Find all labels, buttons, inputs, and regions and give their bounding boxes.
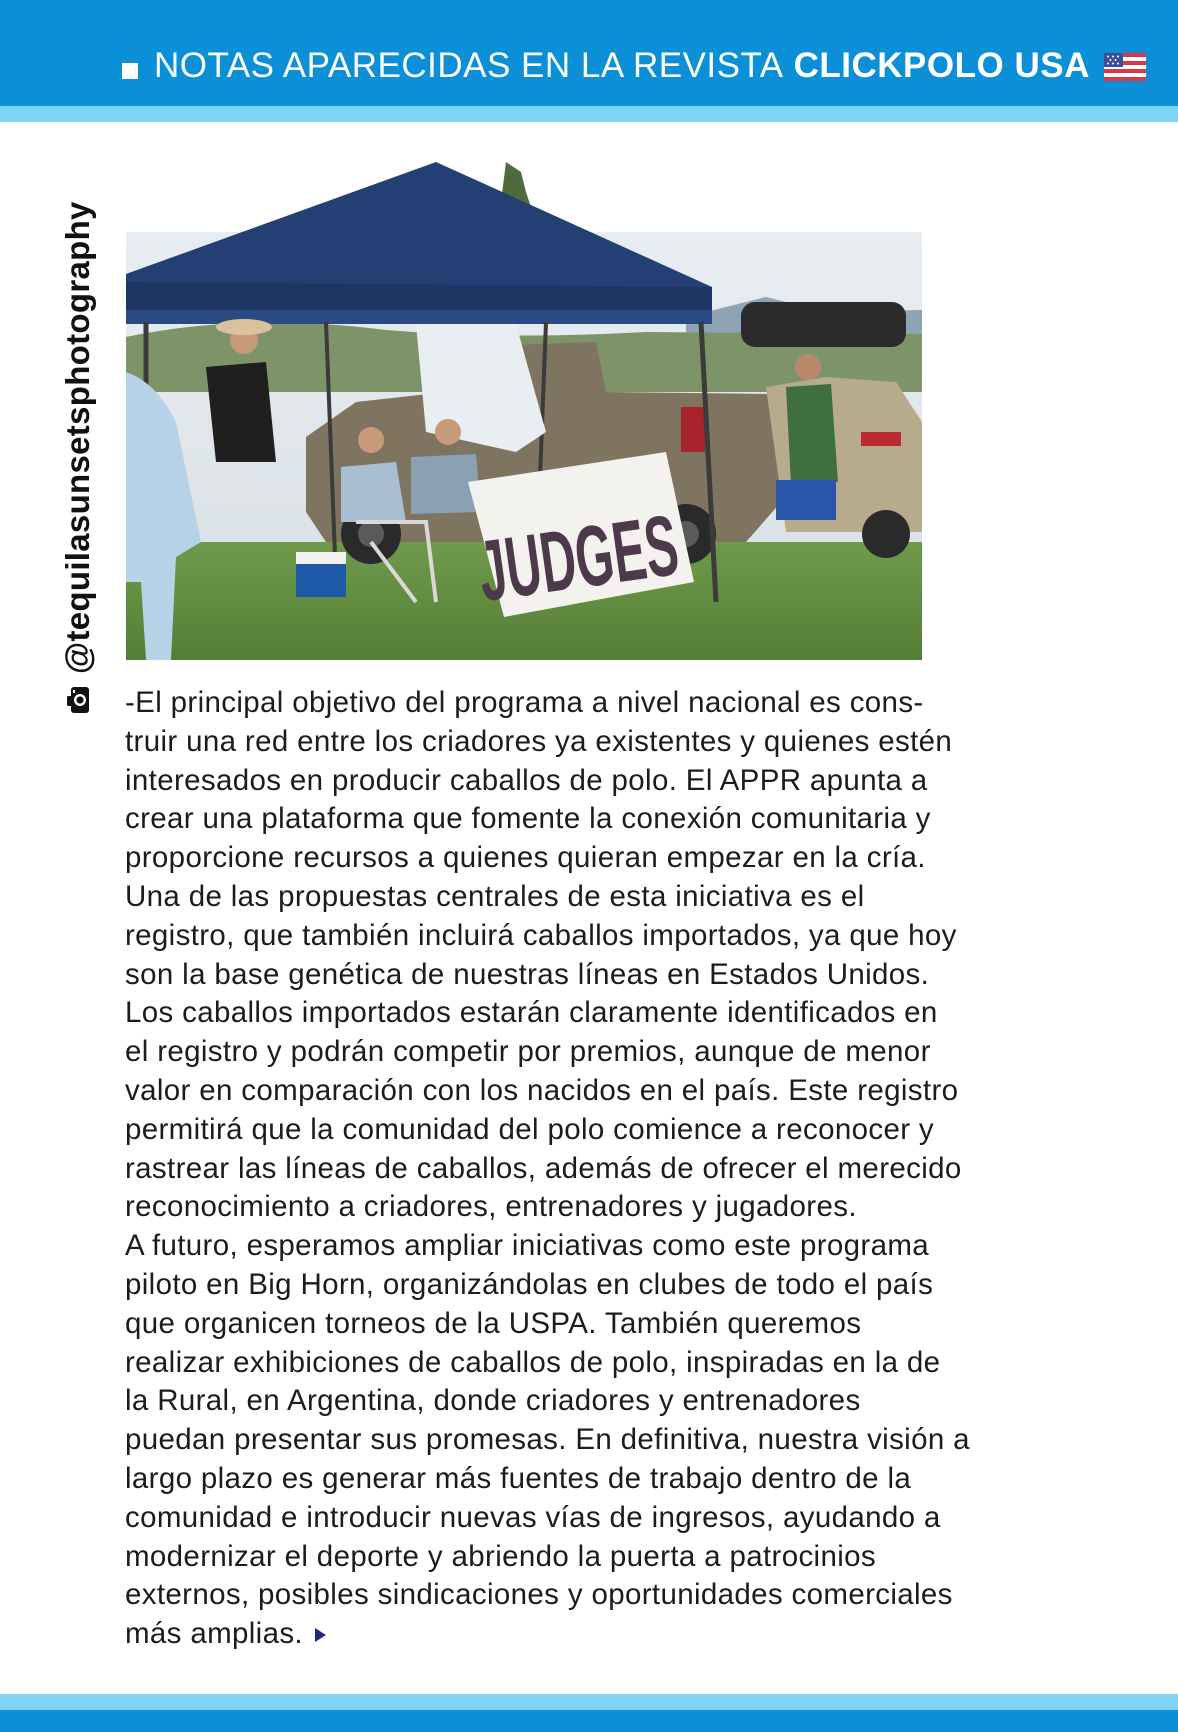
article-line: la Rural, en Argentina, donde criadores y entrenadores: [125, 1384, 861, 1418]
article-line: proporcione recursos a quienes quieran empezar en la cría.: [125, 841, 926, 875]
triangle-right-icon: [315, 1628, 326, 1642]
footer-stripe: [0, 1694, 1178, 1710]
article-line: -El principal objetivo del programa a nivel nacional es cons-: [125, 686, 924, 719]
article-line: que organicen torneos de la USPA. También queremos: [125, 1306, 862, 1340]
article-line: reconocimiento a criadores, entrenadores y jugadores.: [125, 1190, 857, 1224]
article-line: crear una plataforma que fomente la conexión comunitaria y: [125, 802, 931, 836]
header-brand: CLICKPOLO USA: [793, 46, 1090, 85]
square-bullet-icon: [122, 63, 138, 79]
article-line: permitirá que la comunidad del polo comience a reconocer y: [125, 1112, 935, 1146]
article-line: externos, posibles sindicaciones y oportunidades comerciales: [125, 1578, 953, 1612]
article-line: piloto en Big Horn, organizándolas en clubes de todo el país: [125, 1267, 934, 1301]
article-line: modernizar el deporte y abriendo la puerta a patrocinios: [125, 1539, 876, 1573]
article-line: largo plazo es generar más fuentes de trabajo dentro de la: [125, 1461, 912, 1495]
footer-bar: [0, 1710, 1178, 1732]
photo-credit: [56, 200, 100, 720]
article-line: Los caballos importados estarán claramente identificados en: [125, 996, 938, 1030]
judges-sign-text: JUDGES: [472, 475, 837, 620]
header-stripe: [0, 106, 1178, 122]
article-line: puedan presentar sus promesas. En definitiva, nuestra visión a: [125, 1423, 970, 1457]
article-line: el registro y podrán competir por premios, aunque de menor: [125, 1035, 931, 1069]
photographer-handle: @tequilasunsetsphotography: [59, 201, 96, 674]
us-flag-icon: [1104, 53, 1146, 81]
article-line: A futuro, esperamos ampliar iniciativas como este programa: [125, 1229, 930, 1263]
header-title: [122, 44, 1146, 88]
header-prefix: NOTAS APARECIDAS EN LA REVISTA: [154, 46, 784, 85]
article-line: Una de las propuestas centrales de esta iniciativa es el: [125, 879, 865, 913]
article-line: son la base genética de nuestras líneas en Estados Unidos.: [125, 957, 930, 991]
article-line: registro, que también incluirá caballos importados, ya que hoy: [125, 918, 957, 952]
article-line: rastrear las líneas de caballos, además de ofrecer el merecido: [125, 1151, 962, 1185]
article-line: truir una red entre los criadores ya existentes y quienes estén: [125, 724, 953, 758]
judges-tent-photo: [126, 162, 922, 660]
article-body: [125, 684, 1085, 1654]
camera-icon: [64, 686, 92, 714]
article-line: valor en comparación con los nacidos en el país. Este registro: [125, 1073, 959, 1107]
article-line: más amplias.: [125, 1617, 303, 1651]
article-line: interesados en producir caballos de polo. El APPR apunta a: [125, 763, 928, 797]
article-line: comunidad e introducir nuevas vías de ingresos, ayudando a: [125, 1500, 941, 1534]
article-last-line: [125, 1615, 1085, 1654]
article-line: realizar exhibiciones de caballos de polo, inspiradas en la de: [125, 1345, 941, 1379]
